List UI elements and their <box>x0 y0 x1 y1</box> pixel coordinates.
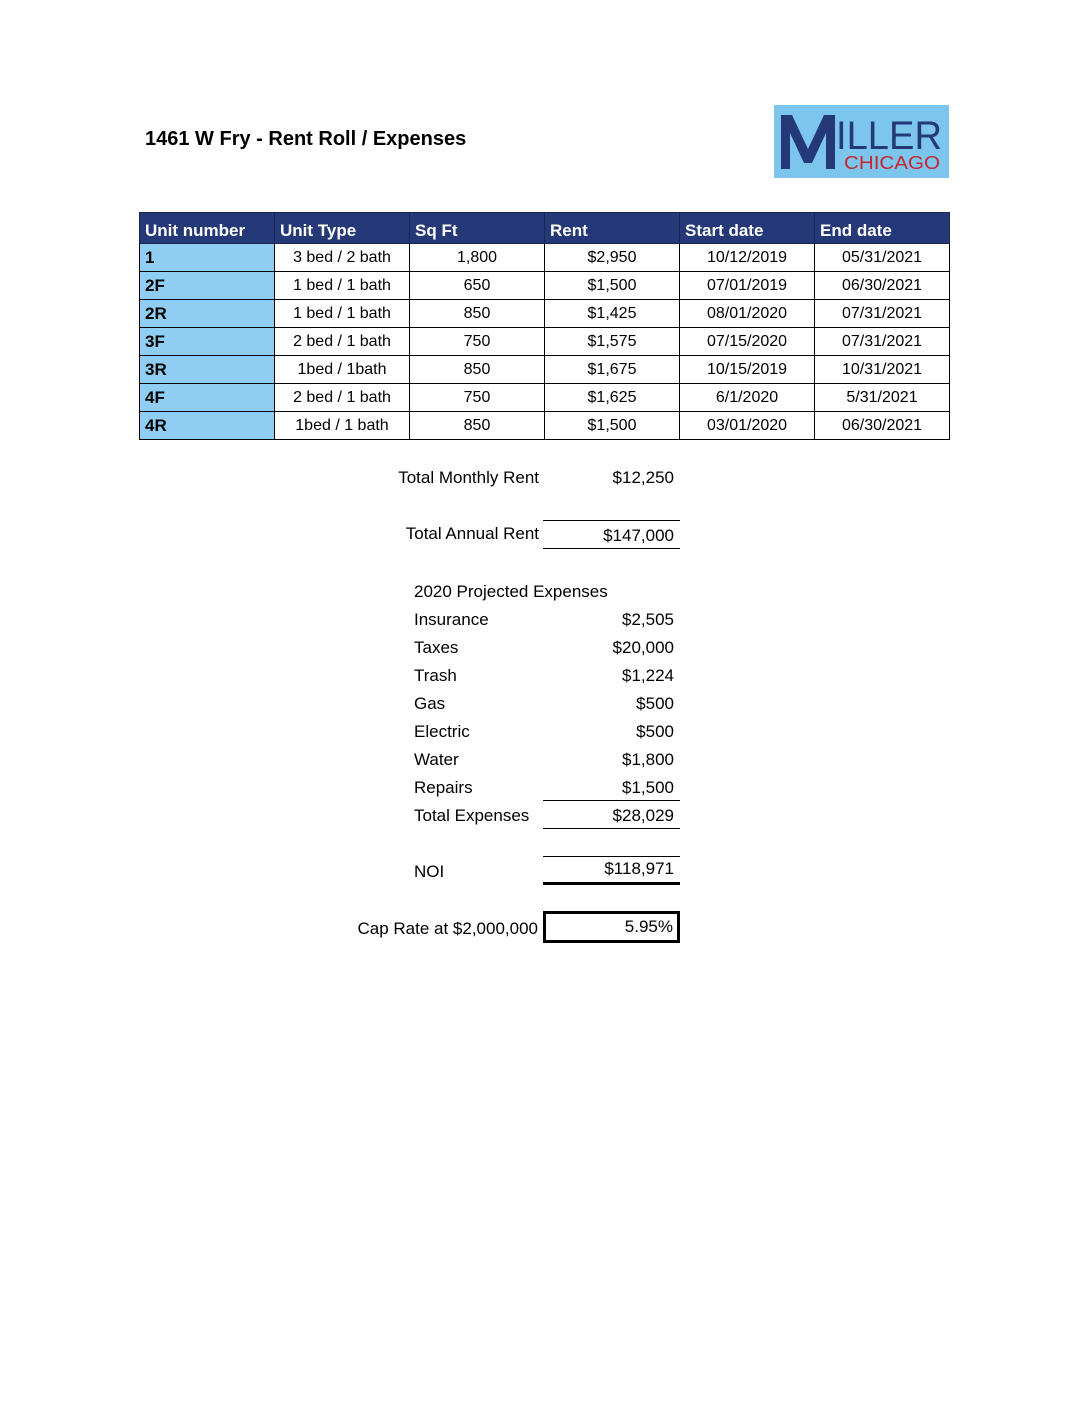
expense-label: Trash <box>414 666 457 685</box>
cap-rate-box <box>543 911 680 943</box>
total-monthly-rent-value: $12,250 <box>612 468 674 487</box>
unit-number-cell: 1 <box>140 244 275 272</box>
expense-value: $2,505 <box>622 610 674 629</box>
table-cell: $1,675 <box>545 356 680 384</box>
table-cell: 850 <box>410 300 545 328</box>
miller-chicago-logo <box>774 105 949 178</box>
table-cell: 05/31/2021 <box>815 244 950 272</box>
rent-roll-body <box>140 244 950 440</box>
table-cell: 2 bed / 1 bath <box>275 328 410 356</box>
table-row <box>140 328 950 356</box>
table-cell: 07/15/2020 <box>680 328 815 356</box>
expense-label: Repairs <box>414 778 473 797</box>
cap-rate-label: Cap Rate at $2,000,000 <box>357 919 538 938</box>
column-header: Unit number <box>140 213 275 244</box>
column-header: Rent <box>545 213 680 244</box>
table-cell: $1,500 <box>545 272 680 300</box>
table-cell: 650 <box>410 272 545 300</box>
table-cell: 07/01/2019 <box>680 272 815 300</box>
table-row <box>140 384 950 412</box>
table-cell: 6/1/2020 <box>680 384 815 412</box>
table-cell: $2,950 <box>545 244 680 272</box>
table-row <box>140 244 950 272</box>
table-cell: 850 <box>410 412 545 440</box>
table-cell: 06/30/2021 <box>815 412 950 440</box>
table-cell: $1,625 <box>545 384 680 412</box>
expense-value: $500 <box>636 722 674 741</box>
table-cell: 750 <box>410 328 545 356</box>
expense-label: Water <box>414 750 459 769</box>
table-cell: 06/30/2021 <box>815 272 950 300</box>
table-header-row <box>140 213 950 244</box>
table-row <box>140 356 950 384</box>
table-cell: 1bed / 1 bath <box>275 412 410 440</box>
total-expenses-value: $28,029 <box>612 806 674 825</box>
expenses-total-bottom-rule <box>543 828 680 829</box>
annual-bottom-rule <box>543 548 680 549</box>
expense-value: $20,000 <box>612 638 674 657</box>
table-cell: $1,575 <box>545 328 680 356</box>
rent-roll-table <box>139 212 950 440</box>
expenses-heading: 2020 Projected Expenses <box>414 582 608 601</box>
noi-top-rule <box>543 856 680 857</box>
expense-value: $1,224 <box>622 666 674 685</box>
unit-number-cell: 4F <box>140 384 275 412</box>
total-monthly-rent-label: Total Monthly Rent <box>398 468 539 487</box>
unit-number-cell: 2R <box>140 300 275 328</box>
table-cell: 3 bed / 2 bath <box>275 244 410 272</box>
expense-label: Insurance <box>414 610 489 629</box>
unit-number-cell: 3R <box>140 356 275 384</box>
table-cell: 03/01/2020 <box>680 412 815 440</box>
column-header: Start date <box>680 213 815 244</box>
table-cell: 1 bed / 1 bath <box>275 272 410 300</box>
noi-value: $118,971 <box>604 859 674 878</box>
total-annual-rent-value: $147,000 <box>603 526 674 545</box>
table-cell: 1 bed / 1 bath <box>275 300 410 328</box>
total-expenses-label: Total Expenses <box>414 806 530 825</box>
table-cell: 07/31/2021 <box>815 328 950 356</box>
noi-double-rule <box>543 882 680 885</box>
cap-rate-value: 5.95% <box>624 917 673 936</box>
table-cell: 10/12/2019 <box>680 244 815 272</box>
unit-number-cell: 4R <box>140 412 275 440</box>
table-cell: 1,800 <box>410 244 545 272</box>
expense-value: $500 <box>636 694 674 713</box>
table-cell: 2 bed / 1 bath <box>275 384 410 412</box>
column-header: Sq Ft <box>410 213 545 244</box>
svg-text:ILLER: ILLER <box>836 114 942 158</box>
table-cell: $1,500 <box>545 412 680 440</box>
table-cell: 07/31/2021 <box>815 300 950 328</box>
table-cell: 850 <box>410 356 545 384</box>
logo-graphic <box>774 105 949 178</box>
table-cell: $1,425 <box>545 300 680 328</box>
expense-label: Gas <box>414 694 446 713</box>
table-row <box>140 412 950 440</box>
unit-number-cell: 2F <box>140 272 275 300</box>
svg-text:CHICAGO: CHICAGO <box>844 153 940 173</box>
total-annual-rent-label: Total Annual Rent <box>405 524 539 543</box>
page-title: 1461 W Fry - Rent Roll / Expenses <box>145 128 467 150</box>
expense-value: $1,800 <box>622 750 674 769</box>
table-row <box>140 300 950 328</box>
table-cell: 08/01/2020 <box>680 300 815 328</box>
expense-label: Electric <box>414 722 470 741</box>
expenses-total-top-rule <box>543 800 680 801</box>
table-row <box>140 272 950 300</box>
table-cell: 10/15/2019 <box>680 356 815 384</box>
table-cell: 10/31/2021 <box>815 356 950 384</box>
table-cell: 1bed / 1bath <box>275 356 410 384</box>
noi-label: NOI <box>414 862 445 881</box>
unit-number-cell: 3F <box>140 328 275 356</box>
column-header: Unit Type <box>275 213 410 244</box>
table-cell: 5/31/2021 <box>815 384 950 412</box>
expense-value: $1,500 <box>622 778 674 797</box>
expense-label: Taxes <box>414 638 459 657</box>
table-cell: 750 <box>410 384 545 412</box>
column-header: End date <box>815 213 950 244</box>
annual-top-rule <box>543 520 680 521</box>
